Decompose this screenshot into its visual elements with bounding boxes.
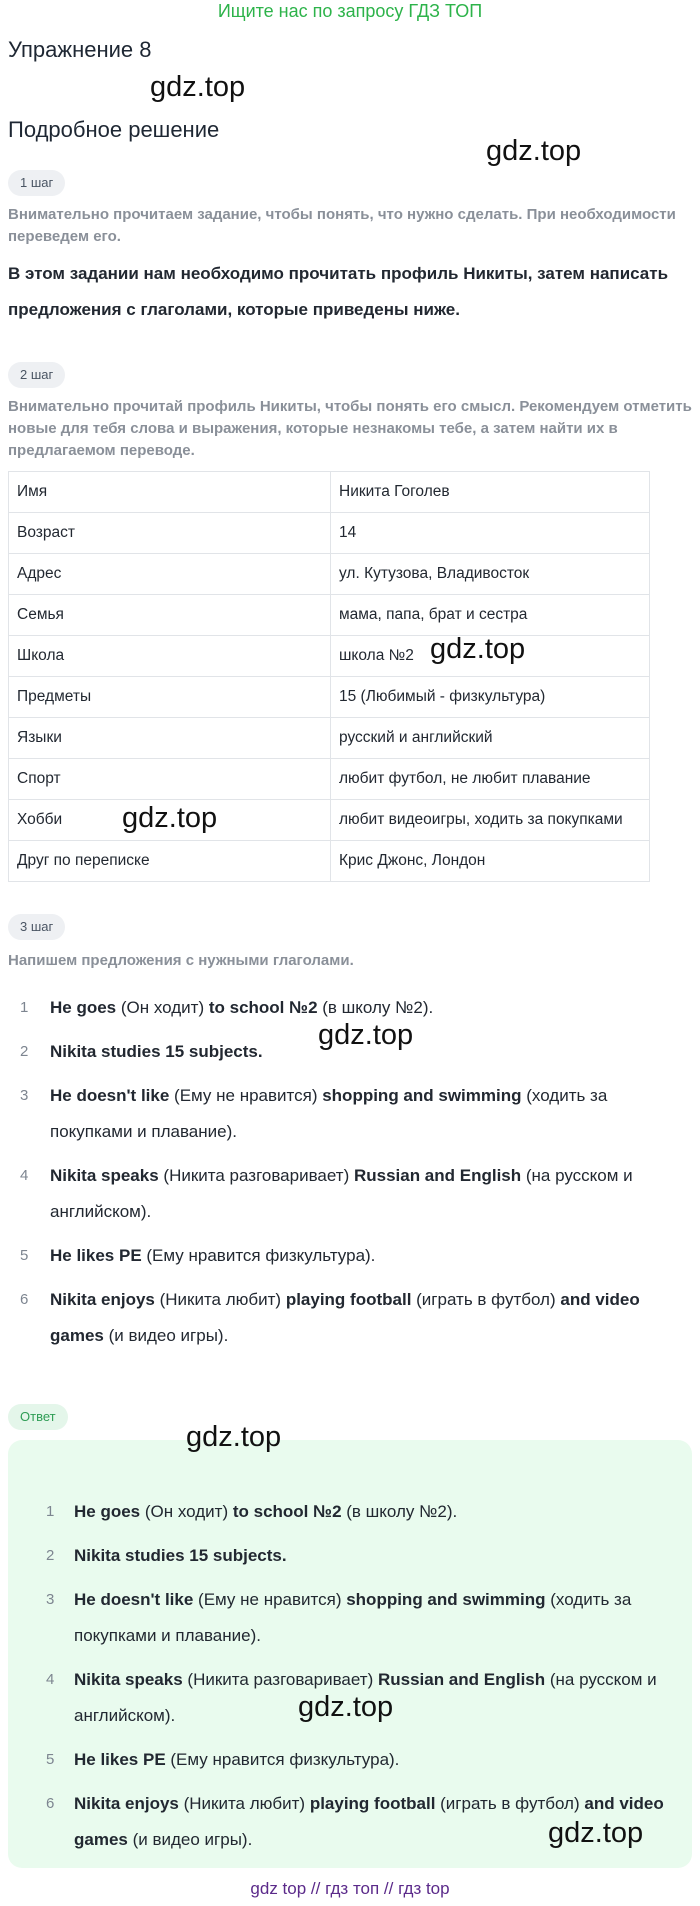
sentence-text: Nikita studies 15 subjects. <box>50 1042 263 1061</box>
watermark: gdz.top <box>298 1691 394 1723</box>
table-cell-label: Имя <box>9 472 331 513</box>
watermark: gdz.top <box>122 802 218 834</box>
section-title: Подробное решение <box>8 117 220 142</box>
list-item <box>20 1238 680 1274</box>
table-row <box>9 595 650 636</box>
sentence-text: Nikita speaks (Никита разговаривает) Russian and English (на русском и английском). <box>74 1670 657 1725</box>
step-label: 3 шаг <box>8 914 65 940</box>
sentence-text: He goes (Он ходит) to school №2 (в школу №2). <box>50 998 434 1017</box>
step1-text: В этом задании нам необходимо прочитать профиль Никиты, затем написать предложения с глаголами, которые приведены ниже. <box>8 264 669 319</box>
table-row <box>9 554 650 595</box>
table-row <box>9 636 650 677</box>
table-cell-value: 15 (Любимый - физкультура) <box>331 677 650 718</box>
table-cell-value: 14 <box>331 513 650 554</box>
answer-label: Ответ <box>8 1404 68 1430</box>
step2-badge <box>8 362 65 388</box>
table-cell-value: русский и английский <box>331 718 650 759</box>
table-cell-label: Спорт <box>9 759 331 800</box>
sentence-text: Nikita enjoys (Никита любит) playing football (играть в футбол) and video games (и видео игры). <box>50 1290 640 1345</box>
sentence-text: Nikita speaks (Никита разговаривает) Russian and English (на русском и английском). <box>50 1166 633 1221</box>
item-number: 4 <box>46 1671 55 1688</box>
top-banner: Ищите нас по запросу ГДЗ ТОП <box>217 1 483 21</box>
footer-links: gdz top // гдз топ // гдз top <box>250 1879 450 1898</box>
item-number: 1 <box>46 1503 55 1520</box>
sentence-text: He likes PE (Ему нравится физкультура). <box>74 1750 400 1769</box>
table-row <box>9 472 650 513</box>
table-cell-value: любит видеоигры, ходить за покупками <box>331 800 650 841</box>
answer-badge <box>8 1404 68 1430</box>
table-row <box>9 800 650 841</box>
table-row <box>9 718 650 759</box>
table-row <box>9 759 650 800</box>
sentence-text: Nikita studies 15 subjects. <box>74 1546 287 1565</box>
table-cell-value: школа №2 <box>331 636 650 677</box>
watermark: gdz.top <box>430 633 526 665</box>
item-number: 2 <box>46 1547 55 1564</box>
sentence-text: He doesn't like (Ему не нравится) shopping and swimming (ходить за покупками и плавание). <box>50 1086 608 1141</box>
item-number: 5 <box>20 1247 29 1264</box>
table-cell-value: Никита Гоголев <box>331 472 650 513</box>
sentence-text: Nikita enjoys (Никита любит) playing football (играть в футбол) and video games (и видео игры). <box>74 1794 664 1849</box>
step1-hint: Внимательно прочитаем задание, чтобы понять, что нужно сделать. При необходимости переведем его. <box>8 206 676 245</box>
item-number: 6 <box>46 1795 55 1812</box>
item-number: 3 <box>20 1087 29 1104</box>
table-row <box>9 841 650 882</box>
item-number: 1 <box>20 999 29 1016</box>
step3-hint: Напишем предложения с нужными глаголами. <box>8 952 354 969</box>
profile-table-wrap <box>8 471 650 882</box>
watermark: gdz.top <box>150 71 246 103</box>
item-number: 4 <box>20 1167 29 1184</box>
table-cell-label: Семья <box>9 595 331 636</box>
item-number: 3 <box>46 1591 55 1608</box>
watermark: gdz.top <box>548 1817 644 1849</box>
list-item <box>46 1494 682 1530</box>
table-row <box>9 513 650 554</box>
sentence-text: He goes (Он ходит) to school №2 (в школу №2). <box>74 1502 458 1521</box>
sentence-text: He likes PE (Ему нравится физкультура). <box>50 1246 376 1265</box>
list-item <box>20 1282 680 1354</box>
table-cell-label: Адрес <box>9 554 331 595</box>
table-cell-label: Школа <box>9 636 331 677</box>
sentence-text: He doesn't like (Ему не нравится) shopping and swimming (ходить за покупками и плавание). <box>74 1590 632 1645</box>
step1-badge <box>8 170 65 196</box>
watermark: gdz.top <box>486 135 582 167</box>
table-cell-label: Друг по переписке <box>9 841 331 882</box>
list-item <box>46 1582 682 1654</box>
list-item <box>20 1158 680 1230</box>
watermark: gdz.top <box>318 1019 414 1051</box>
step3-badge <box>8 914 65 940</box>
table-cell-label: Предметы <box>9 677 331 718</box>
list-item <box>20 1078 680 1150</box>
table-cell-value: любит футбол, не любит плавание <box>331 759 650 800</box>
table-cell-value: мама, папа, брат и сестра <box>331 595 650 636</box>
item-number: 2 <box>20 1043 29 1060</box>
step-label: 1 шаг <box>8 170 65 196</box>
item-number: 6 <box>20 1291 29 1308</box>
table-row <box>9 677 650 718</box>
page-title: Упражнение 8 <box>8 37 152 62</box>
list-item <box>46 1538 682 1574</box>
watermark: gdz.top <box>186 1421 282 1453</box>
table-cell-label: Языки <box>9 718 331 759</box>
table-cell-value: Крис Джонс, Лондон <box>331 841 650 882</box>
profile-table <box>8 471 650 882</box>
table-cell-value: ул. Кутузова, Владивосток <box>331 554 650 595</box>
answer-list-wrap <box>46 1494 682 1866</box>
item-number: 5 <box>46 1751 55 1768</box>
table-cell-label: Хобби <box>9 800 331 841</box>
step-label: 2 шаг <box>8 362 65 388</box>
step2-hint: Внимательно прочитай профиль Никиты, чтобы понять его смысл. Рекомендуем отметить новые для тебя слова и выражения, которые незнакомы тебе, а затем найти их в предлагаемом переводе. <box>8 398 692 459</box>
table-cell-label: Возраст <box>9 513 331 554</box>
answer-sentence-list <box>46 1494 682 1858</box>
list-item <box>46 1742 682 1778</box>
